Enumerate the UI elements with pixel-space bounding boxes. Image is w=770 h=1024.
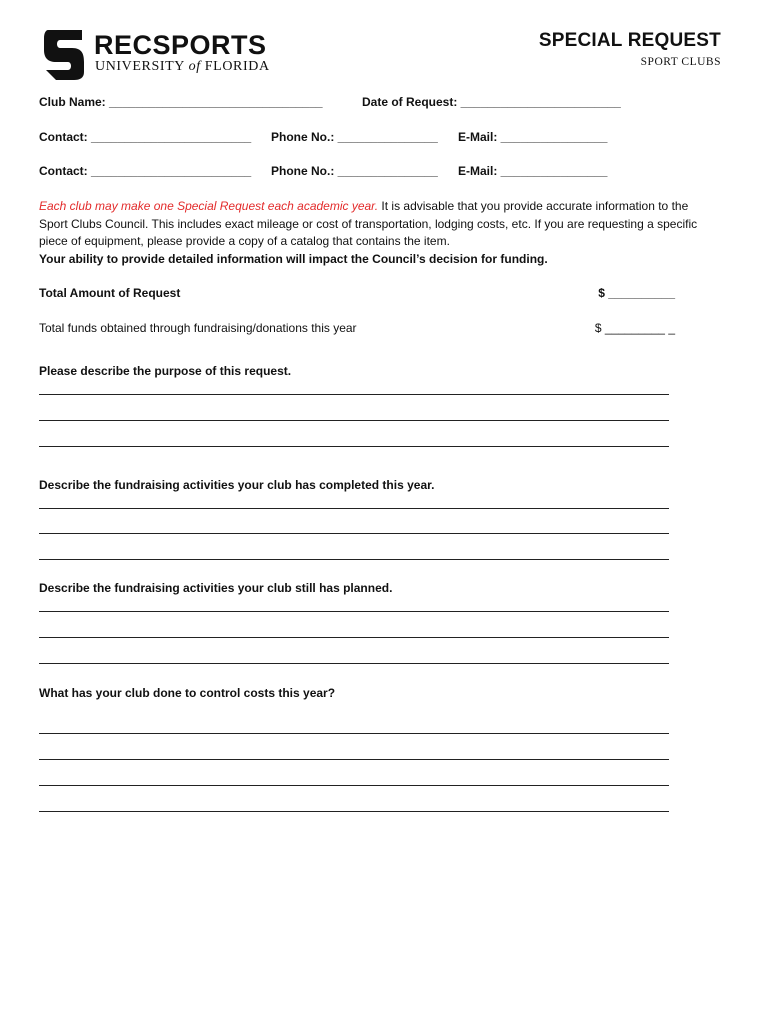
completed-answer-line-3[interactable] — [39, 559, 669, 560]
completed-answer-line-1[interactable] — [39, 508, 669, 509]
purpose-answer-line-3[interactable] — [39, 446, 669, 447]
costs-answer-line-3[interactable] — [39, 785, 669, 786]
question-fundraising-completed: Describe the fundraising activities your club has completed this year. — [39, 478, 435, 492]
total-amount-field[interactable]: $ __________ — [598, 286, 675, 300]
phone-field-1[interactable]: Phone No.: _______________ — [271, 130, 438, 144]
form-title: SPECIAL REQUEST — [538, 30, 721, 51]
costs-answer-line-1[interactable] — [39, 733, 669, 734]
recsports-logo-mark-icon — [42, 28, 86, 82]
logo-subtitle — [95, 59, 270, 75]
email-field-1[interactable]: E-Mail: ________________ — [458, 130, 608, 144]
date-of-request-field[interactable]: Date of Request: ________________________ — [362, 95, 621, 109]
intro-warning: Each club may make one Special Request each academic year. — [39, 199, 379, 213]
phone-field-2[interactable]: Phone No.: _______________ — [271, 164, 438, 178]
logo-sub-university: UNIVERSITY — [95, 59, 185, 74]
fundraising-total-row — [39, 321, 679, 335]
question-control-costs: What has your club done to control costs this year? — [39, 686, 336, 700]
logo-sub-florida: FLORIDA — [204, 59, 270, 74]
fundraising-total-label: Total funds obtained through fundraising/donations this year — [39, 321, 357, 335]
intro-paragraph — [39, 198, 699, 268]
intro-bold-note: Your ability to provide detailed information will impact the Council’s decision for funding. — [39, 251, 548, 266]
total-amount-label: Total Amount of Request — [39, 286, 181, 300]
recsports-logo — [42, 28, 282, 84]
planned-answer-line-2[interactable] — [39, 637, 669, 638]
completed-answer-line-2[interactable] — [39, 533, 669, 534]
logo-sub-of: of — [188, 59, 201, 74]
costs-answer-line-2[interactable] — [39, 759, 669, 760]
purpose-answer-line-2[interactable] — [39, 420, 669, 421]
costs-answer-line-4[interactable] — [39, 811, 669, 812]
total-amount-row — [39, 286, 679, 300]
intro-text: It is advisable that you provide accurate information to the Sport Clubs Council. This includes exact mileage or cost of transportation, lodging costs, etc. If you are requesting a specific piece of equipment, please provide a copy of a catalog that contains the item. — [39, 199, 698, 248]
planned-answer-line-1[interactable] — [39, 611, 669, 612]
club-name-field[interactable]: Club Name: ________________________________ — [39, 95, 323, 109]
question-fundraising-planned: Describe the fundraising activities your club still has planned. — [39, 581, 393, 595]
purpose-answer-line-1[interactable] — [39, 394, 669, 395]
form-subtitle: SPORT CLUBS — [640, 56, 721, 68]
planned-answer-line-3[interactable] — [39, 663, 669, 664]
contact-field-2[interactable]: Contact: ________________________ — [39, 164, 252, 178]
fundraising-total-field[interactable]: $ _________ _ — [594, 321, 675, 335]
contact-field-1[interactable]: Contact: ________________________ — [39, 130, 252, 144]
logo-title: RECSPORTS — [94, 30, 267, 60]
question-purpose: Please describe the purpose of this request. — [39, 364, 292, 378]
email-field-2[interactable]: E-Mail: ________________ — [458, 164, 608, 178]
